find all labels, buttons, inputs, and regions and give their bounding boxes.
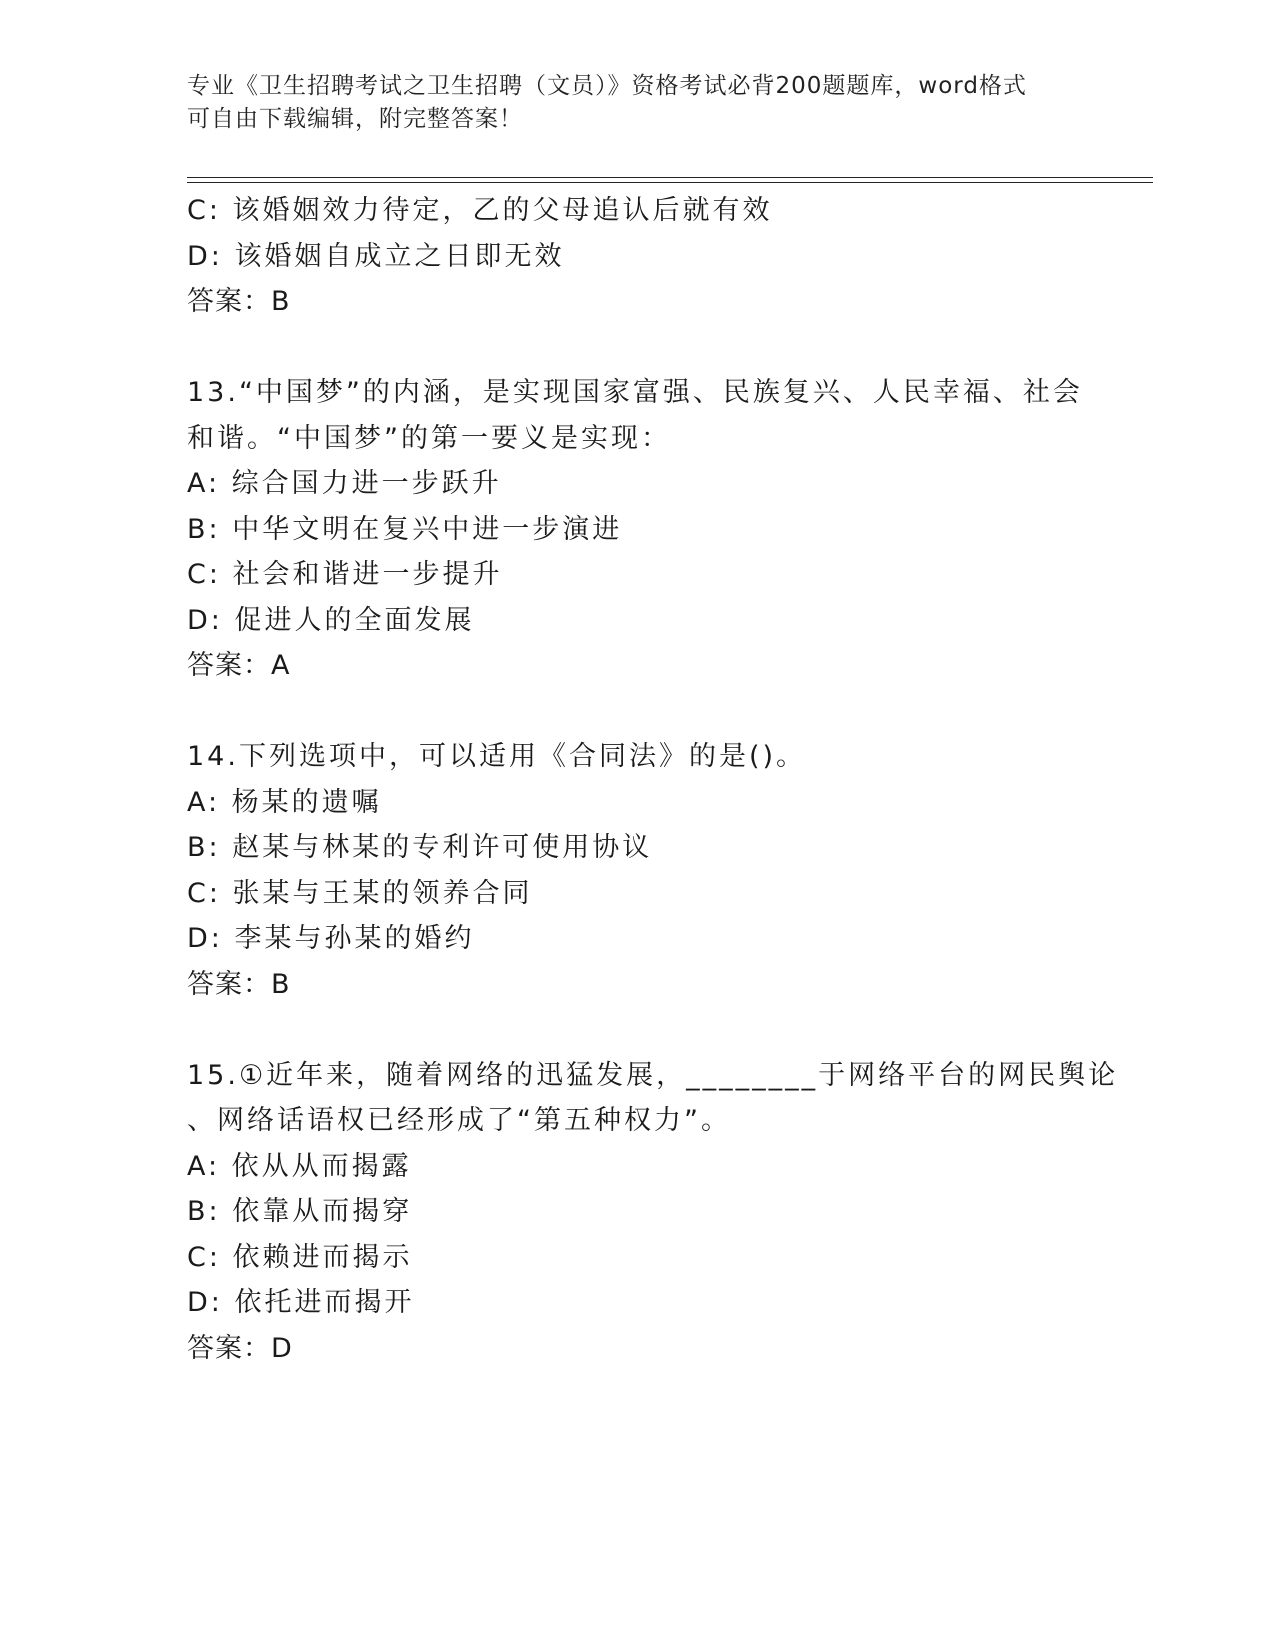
header-line-1: 专业《卫生招聘考试之卫生招聘（文员）》资格考试必背200题题库，word格式 — [187, 73, 1027, 99]
answer-line: 答案：D — [187, 1332, 293, 1364]
option-a: A: 综合国力进一步跃升 — [187, 468, 502, 499]
option-a: A: 依从从而揭露 — [187, 1150, 412, 1182]
spacer — [187, 1007, 1127, 1053]
question-stem: 14.下列选项中，可以适用《合同法》的是()。 — [187, 741, 807, 772]
option-d: D: 该婚姻自成立之日即无效 — [187, 240, 565, 272]
spacer — [187, 325, 1127, 371]
option-c: C: 依赖进而揭示 — [187, 1241, 413, 1273]
question-14 — [187, 734, 1127, 1007]
header-divider-bottom — [187, 182, 1153, 183]
option-c: C: 该婚姻效力待定，乙的父母追认后就有效 — [187, 195, 773, 226]
question-15 — [187, 1053, 1127, 1372]
answer-line: 答案：A — [187, 650, 291, 681]
option-d: D: 依托进而揭开 — [187, 1287, 415, 1318]
option-d: D: 李某与孙某的婚约 — [187, 923, 475, 954]
question-stem: 13.“中国梦”的内涵，是实现国家富强、民族复兴、人民幸福、社会 — [187, 377, 1083, 408]
option-b: B: 依靠从而揭穿 — [187, 1196, 413, 1227]
option-c: C: 社会和谐进一步提升 — [187, 559, 503, 590]
spacer — [187, 689, 1127, 735]
option-b: B: 中华文明在复兴中进一步演进 — [187, 513, 623, 545]
option-c: C: 张某与王某的领养合同 — [187, 877, 533, 909]
answer-line: 答案：B — [187, 968, 291, 1000]
question-stem: 、网络话语权已经形成了“第五种权力”。 — [187, 1105, 731, 1136]
option-b: B: 赵某与林某的专利许可使用协议 — [187, 832, 653, 863]
header-line-2: 可自由下载编辑，附完整答案！ — [187, 106, 523, 132]
header-divider-top — [187, 177, 1153, 178]
question-13 — [187, 370, 1127, 689]
option-d: D: 促进人的全面发展 — [187, 604, 475, 636]
answer-line: 答案：B — [187, 286, 291, 317]
previous-question — [187, 188, 1127, 325]
page-header — [187, 70, 1087, 136]
question-stem: 15.①近年来，随着网络的迅猛发展，________于网络平台的网民舆论 — [187, 1059, 1119, 1091]
option-a: A: 杨某的遗嘱 — [187, 786, 382, 818]
question-stem: 和谐。“中国梦”的第一要义是实现： — [187, 422, 671, 454]
question-content — [187, 188, 1127, 1371]
